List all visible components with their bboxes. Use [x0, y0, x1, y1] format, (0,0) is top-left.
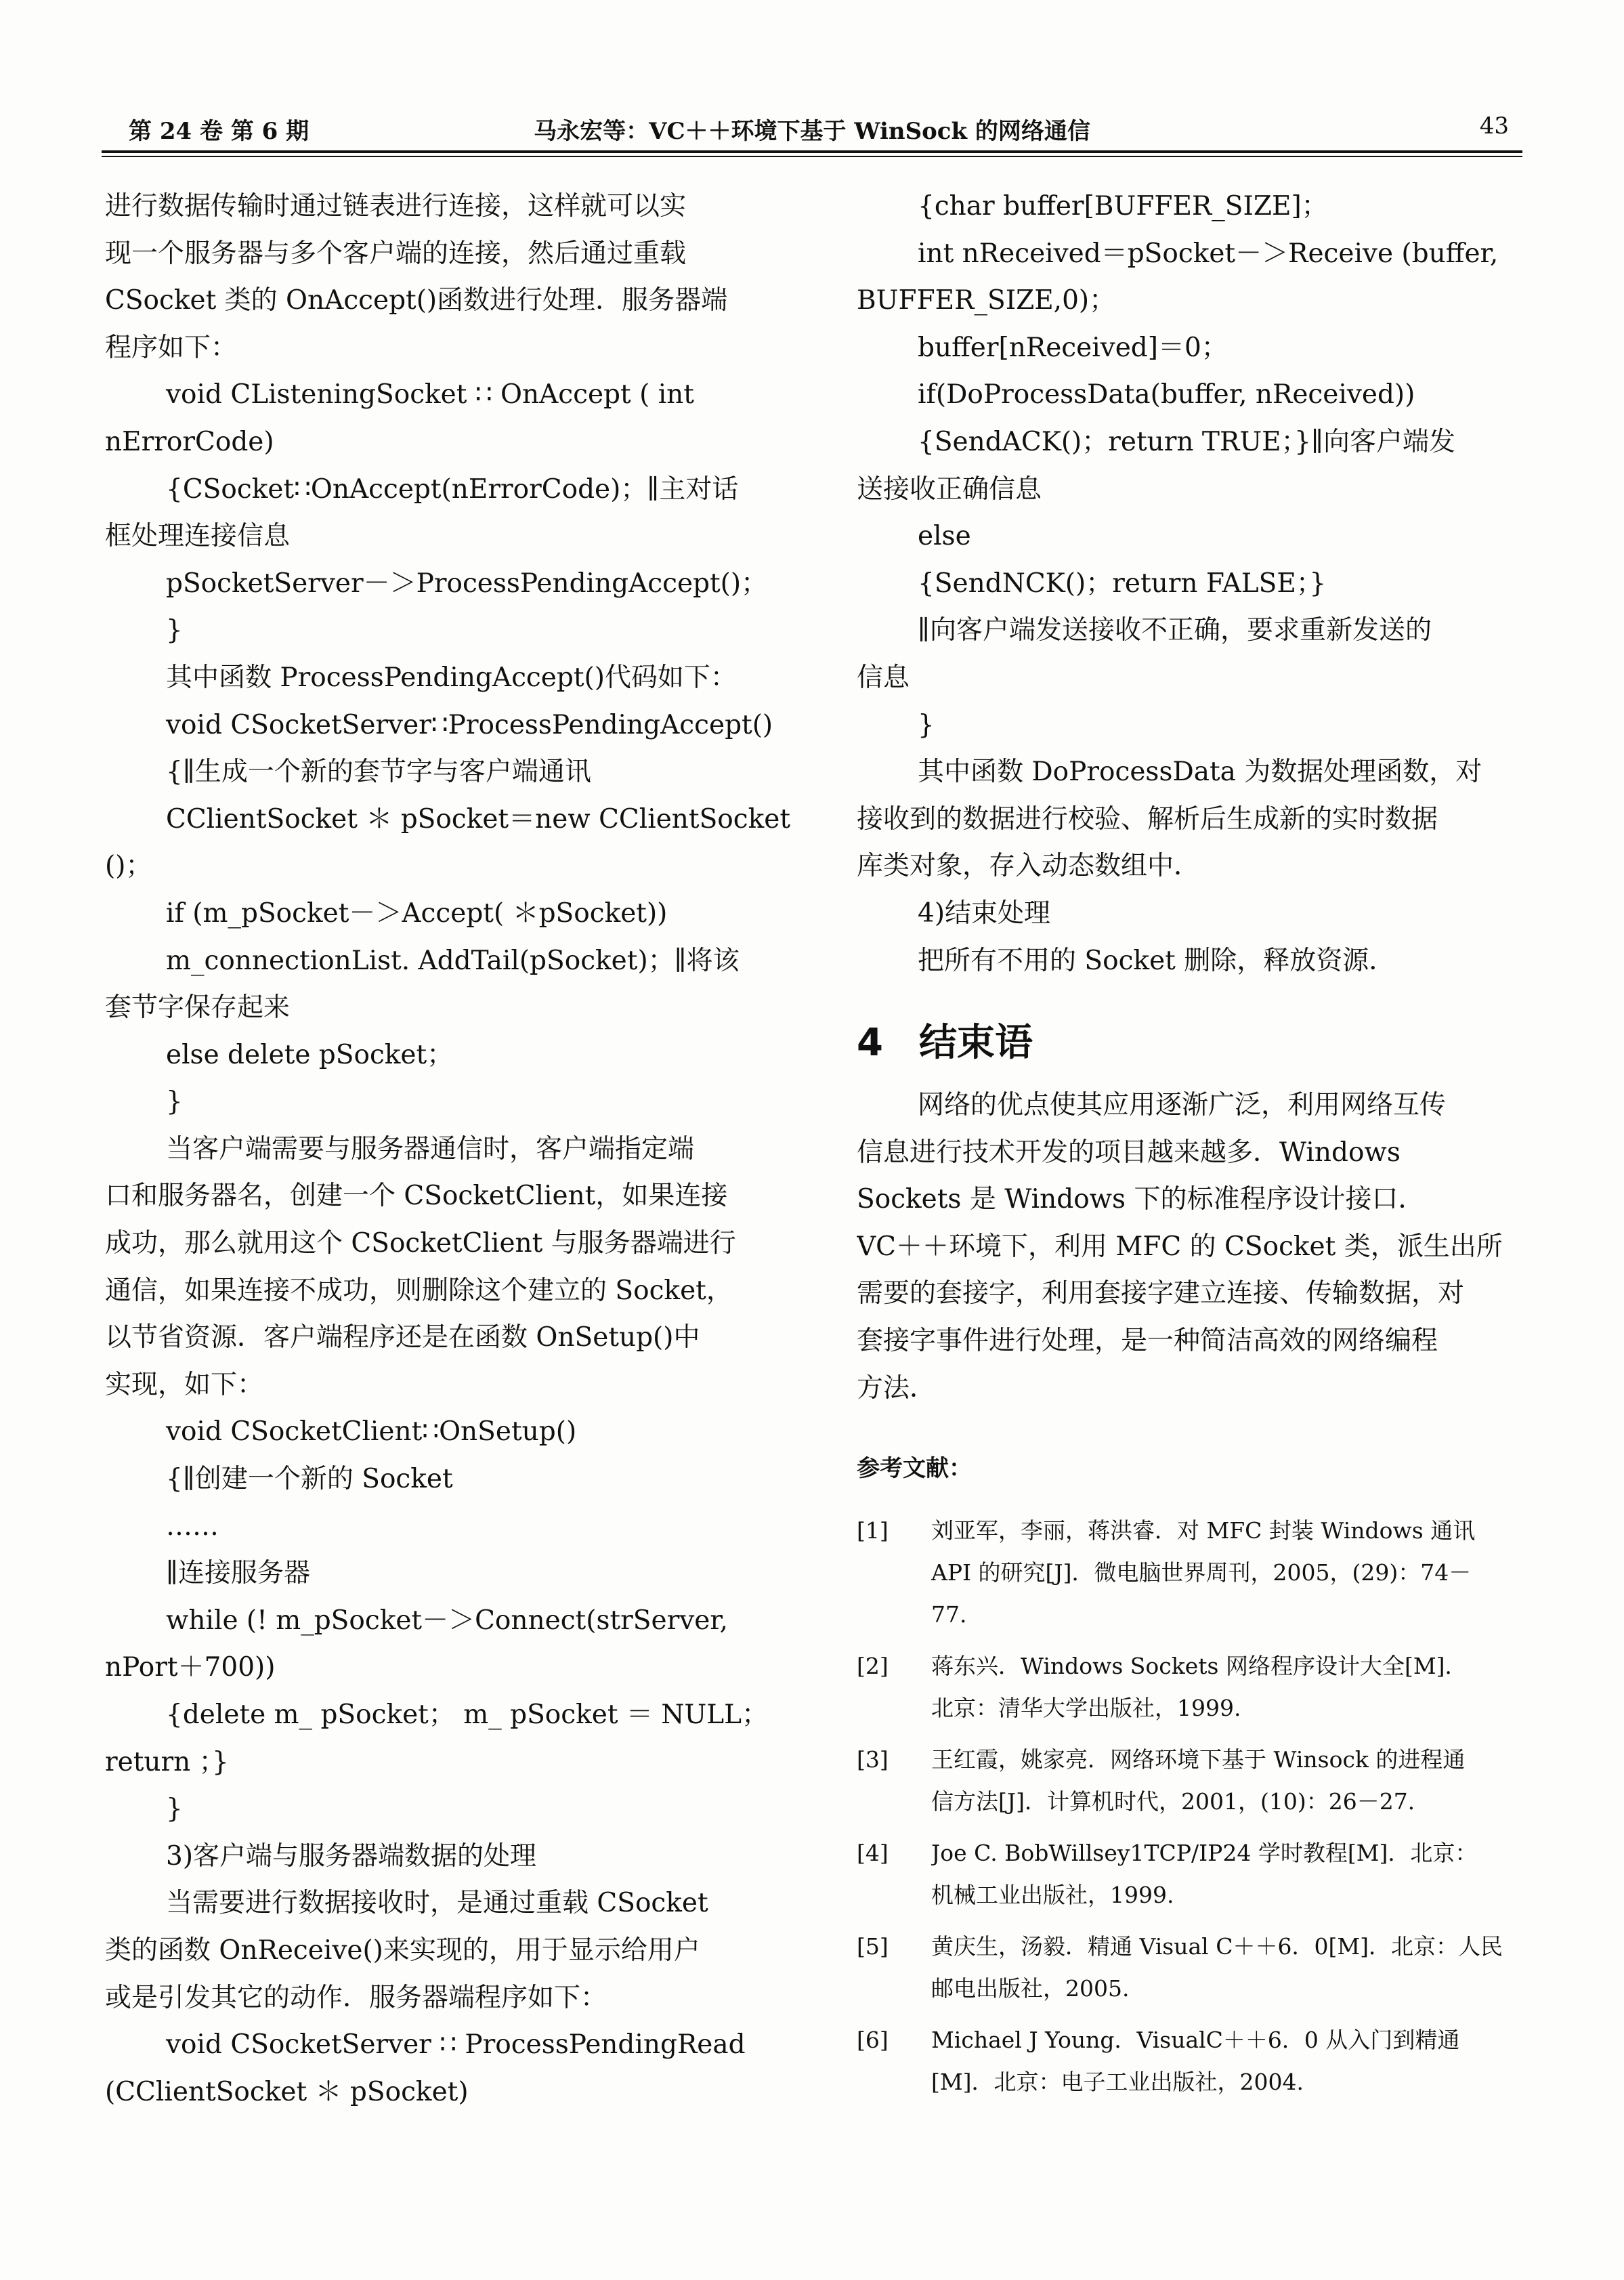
text-line: 接收到的数据进行校验、解析后生成新的实时数据	[857, 803, 1438, 835]
right-column-text	[857, 183, 1558, 984]
reference-line: 77.	[931, 1601, 967, 1628]
text-line: 信息进行技术开发的项目越来越多．Windows	[857, 1137, 1401, 1168]
text-line: ()；	[105, 851, 152, 882]
text-line: 口和服务器名，创建一个 CSocketClient，如果连接	[105, 1181, 728, 1212]
reference-item	[857, 1510, 1558, 1636]
header-rule-thin	[102, 156, 1522, 157]
text-line: 类的函数 OnReceive()来实现的，用于显示给用户	[105, 1935, 700, 1966]
text-line: VC＋＋环境下，利用 MFC 的 CSocket 类，派生出所	[857, 1231, 1503, 1262]
text-line: 现一个服务器与多个客户端的连接，然后通过重载	[105, 238, 687, 269]
reference-number: [1]	[857, 1517, 889, 1544]
reference-number: [3]	[857, 1746, 889, 1773]
text-line: 套节字保存起来	[105, 992, 291, 1023]
text-line: CSocket 类的 OnAccept()函数进行处理．服务器端	[105, 285, 728, 316]
text-line: void CSocketClient∷OnSetup()	[166, 1416, 577, 1448]
reference-number: [5]	[857, 1933, 889, 1960]
reference-line: 机械工业出版社，1999.	[931, 1882, 1174, 1909]
text-line: }	[166, 615, 183, 646]
text-line: Sockets 是 Windows 下的标准程序设计接口．	[857, 1184, 1425, 1215]
reference-item	[857, 2019, 1558, 2103]
text-line: 送接收正确信息	[857, 473, 1042, 505]
reference-line: API 的研究[J]．微电脑世界周刊，2005，(29)：74－	[931, 1559, 1472, 1586]
text-line: pSocketServer－＞ProcessPendingAccept()；	[166, 568, 768, 599]
left-column	[105, 183, 803, 2115]
reference-line: 邮电出版社，2005.	[931, 1975, 1130, 2002]
text-line: }	[918, 709, 935, 740]
text-line: 4)结束处理	[918, 898, 1051, 929]
text-line: return ；}	[105, 1746, 229, 1777]
text-line: BUFFER_SIZE,0)；	[857, 285, 1116, 316]
text-line: 方法．	[857, 1372, 937, 1403]
reference-number: [6]	[857, 2027, 889, 2054]
text-line: {∥生成一个新的套节字与客户端通讯	[166, 757, 591, 788]
reference-number: [2]	[857, 1653, 889, 1680]
reference-line: Joe C. BobWillsey1TCP/IP24 学时教程[M]．北京：	[931, 1840, 1478, 1867]
reference-line: 蒋东兴．Windows Sockets 网络程序设计大全[M]．	[931, 1653, 1468, 1680]
text-line: m_connectionList. AddTail(pSocket)；∥将该	[166, 945, 740, 976]
text-line: buffer[nReceived]＝0；	[918, 332, 1228, 363]
text-line: else	[918, 521, 971, 552]
reference-item	[857, 1926, 1558, 2010]
text-line: 程序如下：	[105, 332, 238, 363]
reference-item	[857, 1832, 1558, 1916]
reference-line: 信方法[J]．计算机时代，2001，(10)：26－27.	[931, 1788, 1415, 1815]
section-body	[857, 1082, 1558, 1412]
text-line: 以节省资源．客户端程序还是在函数 OnSetup()中	[105, 1322, 700, 1353]
text-line: void CListeningSocket ∷ OnAccept ( int	[166, 379, 694, 410]
text-line: int nReceived＝pSocket－＞Receive (buffer,	[918, 238, 1499, 269]
reference-line: 刘亚军，李丽，蒋洪睿．对 MFC 封装 Windows 通讯	[931, 1517, 1476, 1544]
text-line: 其中函数 DoProcessData 为数据处理函数，对	[918, 757, 1482, 788]
text-line: nErrorCode)	[105, 426, 274, 457]
text-line: 成功，那么就用这个 CSocketClient 与服务器端进行	[105, 1228, 736, 1259]
text-line: {SendACK()；return TRUE；}∥向客户端发	[918, 426, 1455, 457]
text-line: 通信，如果连接不成功，则删除这个建立的 Socket，	[105, 1275, 733, 1306]
text-line: 当需要进行数据接收时，是通过重载 CSocket	[166, 1888, 708, 1919]
text-line: 3)客户端与服务器端数据的处理	[166, 1840, 537, 1872]
text-line: }	[166, 1794, 183, 1825]
reference-number: [4]	[857, 1840, 889, 1867]
page-number: 43	[1479, 112, 1509, 140]
text-line: 实现，如下：	[105, 1369, 264, 1400]
text-line: 网络的优点使其应用逐渐广泛，利用网络互传	[918, 1090, 1447, 1121]
right-column	[857, 183, 1558, 2113]
text-line: ∥向客户端发送接收不正确，要求重新发送的	[918, 615, 1432, 646]
text-line: {char buffer[BUFFER_SIZE]；	[918, 191, 1328, 221]
reference-line: [M]．北京：电子工业出版社，2004.	[931, 2069, 1304, 2096]
reference-line: 王红霞，姚家亮．网络环境下基于 Winsock 的进程通	[931, 1746, 1466, 1773]
text-line: 或是引发其它的动作．服务器端程序如下：	[105, 1982, 607, 2013]
reference-list	[857, 1510, 1558, 2103]
text-line: 框处理连接信息	[105, 521, 291, 552]
text-line: 其中函数 ProcessPendingAccept()代码如下：	[166, 662, 737, 693]
text-line: if (m_pSocket－＞Accept( ＊pSocket))	[166, 898, 668, 929]
reference-item	[857, 1645, 1558, 1729]
header-rule	[102, 150, 1522, 153]
section-title: 结束语	[919, 1021, 1033, 1065]
references-title: 参考文献：	[857, 1455, 972, 1483]
reference-line: 黄庆生，汤毅．精通 Visual C＋＋6．0[M]．北京：人民	[931, 1933, 1503, 1960]
text-line: void CSocketServer∷ProcessPendingAccept()	[166, 709, 773, 740]
section-number: 4	[857, 1021, 883, 1065]
reference-line: Michael J Young．VisualC＋＋6．0 从入门到精通	[931, 2027, 1460, 2054]
text-line: {∥创建一个新的 Socket	[166, 1464, 453, 1495]
text-line: 当客户端需要与服务器通信时，客户端指定端	[166, 1133, 695, 1164]
text-line: 套接字事件进行处理，是一种简洁高效的网络编程	[857, 1326, 1438, 1357]
text-line: nPort＋700))	[105, 1652, 276, 1683]
text-line: {CSocket∷OnAccept(nErrorCode)；∥主对话	[166, 473, 739, 505]
running-title: 马永宏等：VC＋＋环境下基于 WinSock 的网络通信	[534, 118, 1090, 145]
text-line: else delete pSocket；	[166, 1039, 454, 1070]
text-line: {SendNCK()；return FALSE；}	[918, 568, 1327, 599]
text-line: void CSocketServer ∷ ProcessPendingRead	[166, 2029, 746, 2061]
text-line: 信息	[857, 662, 910, 693]
text-line: 库类对象，存入动态数组中．	[857, 851, 1201, 882]
text-line: 进行数据传输时通过链表进行连接，这样就可以实	[105, 191, 687, 221]
text-line: if(DoProcessData(buffer, nReceived))	[918, 379, 1415, 410]
text-line: while (! m_pSocket－＞Connect(strServer,	[166, 1605, 729, 1636]
text-line: }	[166, 1086, 183, 1118]
page-header	[102, 102, 1522, 149]
text-line: ∥连接服务器	[166, 1558, 311, 1589]
text-line: (CClientSocket ＊ pSocket)	[105, 2076, 469, 2107]
text-line: ……	[166, 1511, 219, 1542]
reference-item	[857, 1739, 1558, 1823]
text-line: 把所有不用的 Socket 删除，释放资源．	[918, 945, 1396, 976]
text-line: 需要的套接字，利用套接字建立连接、传输数据，对	[857, 1278, 1465, 1309]
reference-line: 北京：清华大学出版社，1999.	[931, 1695, 1241, 1722]
section-heading	[857, 1013, 1558, 1074]
text-line: CClientSocket ＊ pSocket＝new CClientSocket	[166, 803, 791, 835]
text-line: {delete m_ pSocket； m_ pSocket ＝ NULL；	[166, 1700, 769, 1730]
journal-issue: 第 24 卷 第 6 期	[129, 118, 309, 145]
